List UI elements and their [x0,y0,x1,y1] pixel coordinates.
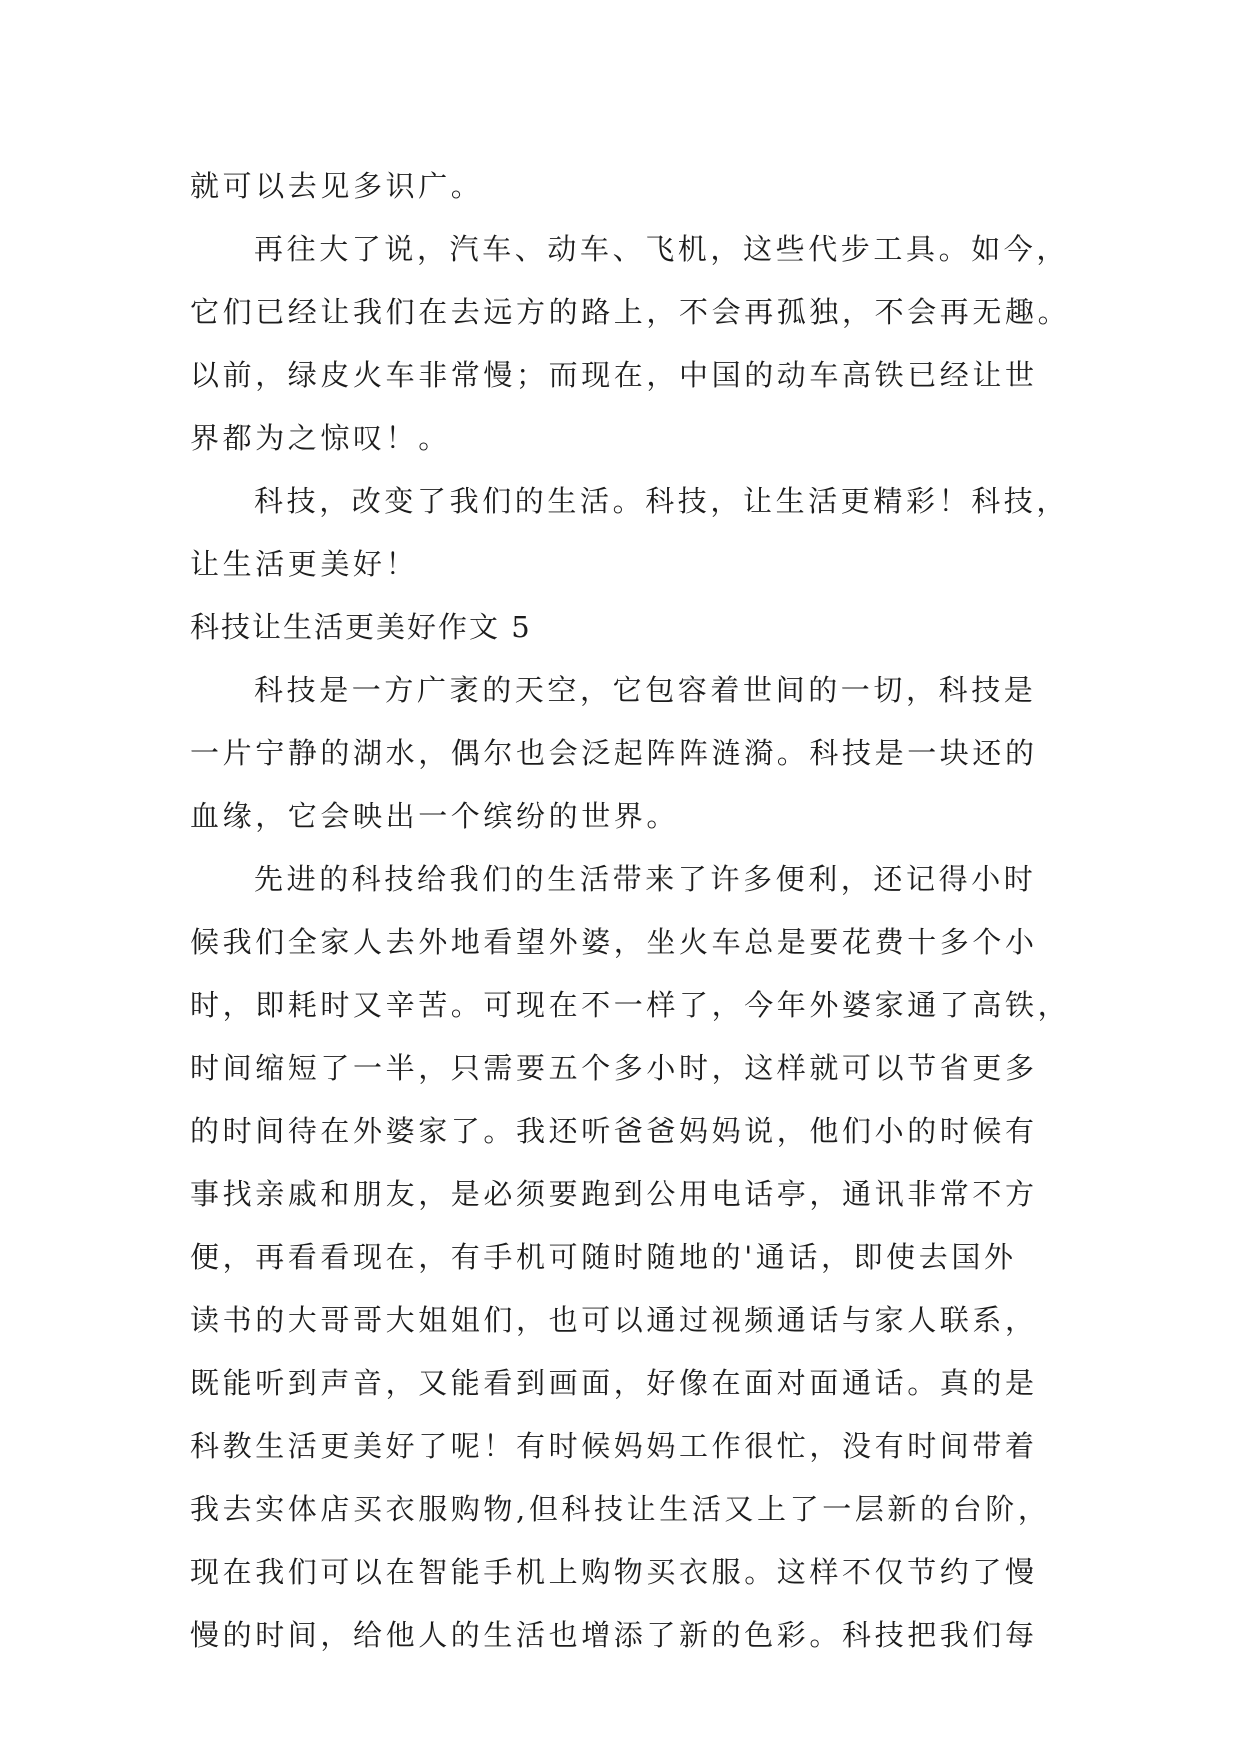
text-line: 候我们全家人去外地看望外婆，坐火车总是要花费十多个小 [190,925,1038,959]
text-line: 慢的时间，给他人的生活也增添了新的色彩。科技把我们每 [190,1618,1038,1652]
text-line: 我去实体店买衣服购物,但科技让生活又上了一层新的台阶， [190,1492,1051,1526]
paragraph-start-line: 科技，改变了我们的生活。科技，让生活更精彩！科技， [254,484,1070,518]
text-line: 让生活更美好！ [190,547,419,581]
paragraph-start-line: 科技是一方广袤的天空，它包容着世间的一切，科技是 [254,673,1037,707]
text-line: 就可以去见多识广。 [190,169,484,203]
document-body [190,155,1071,1667]
text-line: 读书的大哥哥大姐姐们，也可以通过视频通话与家人联系， [190,1303,1038,1337]
text-line: 科教生活更美好了呢！有时候妈妈工作很忙，没有时间带着 [190,1429,1038,1463]
text-line: 血缘，它会映出一个缤纷的世界。 [190,799,680,833]
text-line: 现在我们可以在智能手机上购物买衣服。这样不仅节约了慢 [190,1555,1038,1589]
text-line: 事找亲戚和朋友，是必须要跑到公用电话亭，通讯非常不方 [190,1177,1038,1211]
text-line: 便，再看看现在，有手机可随时随地的'通话，即使去国外 [190,1240,1017,1274]
paragraph-start-line: 再往大了说，汽车、动车、飞机，这些代步工具。如今， [254,232,1070,266]
text-line: 时间缩短了一半，只需要五个多小时，这样就可以节省更多 [190,1051,1038,1085]
text-line: 的时间待在外婆家了。我还听爸爸妈妈说，他们小的时候有 [190,1114,1038,1148]
paragraph-start-line: 先进的科技给我们的生活带来了许多便利，还记得小时 [254,862,1037,896]
text-line: 以前，绿皮火车非常慢；而现在，中国的动车高铁已经让世 [190,358,1038,392]
essay-title: 科技让生活更美好作文 5 [190,610,532,644]
text-line: 一片宁静的湖水，偶尔也会泛起阵阵涟漪。科技是一块还的 [190,736,1038,770]
text-line: 它们已经让我们在去远方的路上，不会再孤独，不会再无趣。 [190,295,1071,329]
text-line: 既能听到声音，又能看到画面，好像在面对面通话。真的是 [190,1366,1038,1400]
text-line: 时，即耗时又辛苦。可现在不一样了，今年外婆家通了高铁， [190,988,1071,1022]
text-line: 界都为之惊叹！。 [190,421,451,455]
